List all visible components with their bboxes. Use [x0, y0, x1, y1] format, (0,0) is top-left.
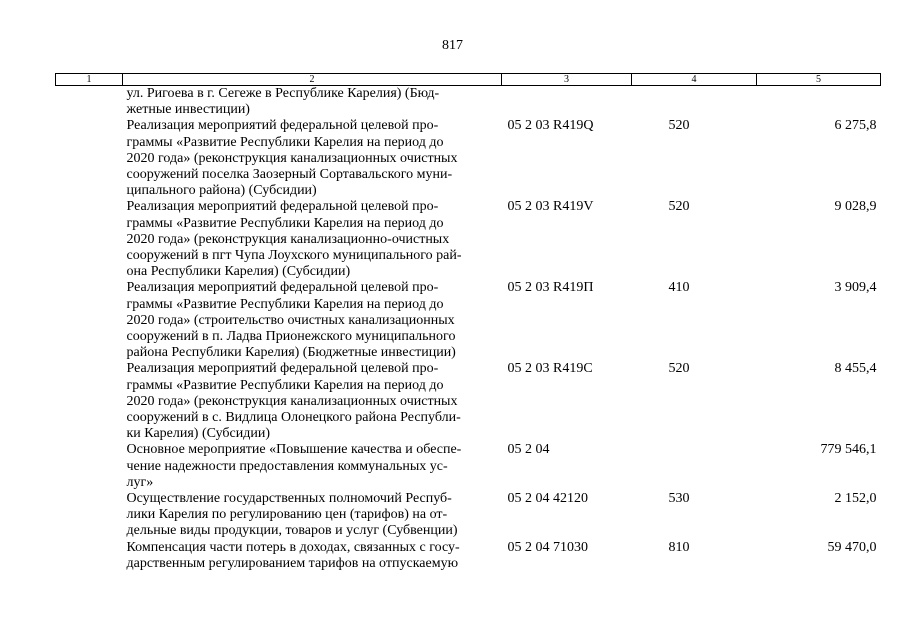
item-type: 410	[668, 280, 690, 296]
table-row	[56, 199, 881, 280]
item-type	[632, 442, 757, 491]
item-code: 05 2 03 R419Q	[507, 118, 594, 134]
table-row	[56, 361, 881, 442]
table-row	[56, 86, 881, 119]
row-index-cell	[56, 86, 123, 119]
item-amount	[757, 86, 881, 119]
header-row	[56, 74, 881, 86]
item-amount: 8 455,4	[834, 361, 877, 377]
item-code: 05 2 04 71030	[507, 539, 588, 555]
row-index-cell	[56, 442, 123, 491]
item-code: 05 2 03 R419V	[507, 199, 594, 215]
item-amount: 2 152,0	[834, 491, 877, 507]
item-type: 520	[668, 118, 690, 134]
column-header-5: 5	[757, 74, 881, 86]
item-name: Компенсация части потерь в доходах, связанных с госу- дарственным регулированием тарифов на отпускаемую	[126, 539, 460, 571]
item-code: 05 2 03 R419С	[507, 361, 593, 377]
item-code: 05 2 04	[507, 442, 550, 458]
item-name: Основное мероприятие «Повышение качества и обеспе- чение надежности предоставления коммунальных ус- луг»	[126, 442, 462, 490]
item-name: Реализация мероприятий федеральной целевой про- граммы «Развитие Республики Карелия на период до 2020 года» (реконструкция канализационных очистных сооружений в с. Видлица Олонецкого района Республи- ки Карелия) (Субсидии)	[126, 361, 461, 442]
item-amount: 9 028,9	[834, 199, 877, 215]
item-type: 530	[668, 491, 690, 507]
item-type: 810	[668, 539, 690, 555]
table-header	[56, 74, 881, 86]
budget-table	[55, 73, 881, 572]
column-header-2: 2	[123, 74, 502, 86]
page-number: 817	[442, 38, 463, 53]
row-index-cell	[56, 280, 123, 361]
table-row	[56, 280, 881, 361]
item-amount: 779 546,1	[820, 442, 877, 458]
item-code	[502, 86, 632, 119]
item-name: Реализация мероприятий федеральной целевой про- граммы «Развитие Республики Карелия на период до 2020 года» (строительство очистных канализационных сооружений в п. Ладва Прионежского муниципального района Республики Карелия) (Бюджетные инвестиции)	[126, 280, 456, 361]
column-header-1: 1	[56, 74, 123, 86]
table-row	[56, 540, 881, 572]
table-row	[56, 491, 881, 540]
row-index-cell	[56, 540, 123, 572]
table-row	[56, 118, 881, 199]
item-amount: 3 909,4	[834, 280, 877, 296]
item-type	[632, 86, 757, 119]
item-code: 05 2 03 R419П	[507, 280, 594, 296]
item-name: ул. Ригоева в г. Сегеже в Республике Карелия) (Бюд- жетные инвестиции)	[126, 86, 440, 118]
row-index-cell	[56, 118, 123, 199]
item-type: 520	[668, 199, 690, 215]
item-name: Реализация мероприятий федеральной целевой про- граммы «Развитие Республики Карелия на период до 2020 года» (реконструкция канализационных очистных сооружений поселка Заозерный Сортавальского муни- ципального района) (Субсидии)	[126, 118, 458, 199]
item-type: 520	[668, 361, 690, 377]
row-index-cell	[56, 361, 123, 442]
table-body	[56, 86, 881, 573]
item-name: Реализация мероприятий федеральной целевой про- граммы «Развитие Республики Карелия на период до 2020 года» (реконструкция канализационно-очистных сооружений в пгт Чупа Лоухского муниципального рай- она Республики Карелия) (Субсидии)	[126, 199, 462, 280]
column-header-4: 4	[632, 74, 757, 86]
item-amount: 6 275,8	[834, 118, 877, 134]
table-row	[56, 442, 881, 491]
item-name: Осуществление государственных полномочий Респуб- лики Карелия по регулированию цен (тарифов) на от- дельные виды продукции, товаров и услуг (Субвенции)	[126, 491, 458, 539]
row-index-cell	[56, 199, 123, 280]
item-code: 05 2 04 42120	[507, 491, 588, 507]
item-amount: 59 470,0	[827, 539, 877, 555]
column-header-3: 3	[502, 74, 632, 86]
row-index-cell	[56, 491, 123, 540]
